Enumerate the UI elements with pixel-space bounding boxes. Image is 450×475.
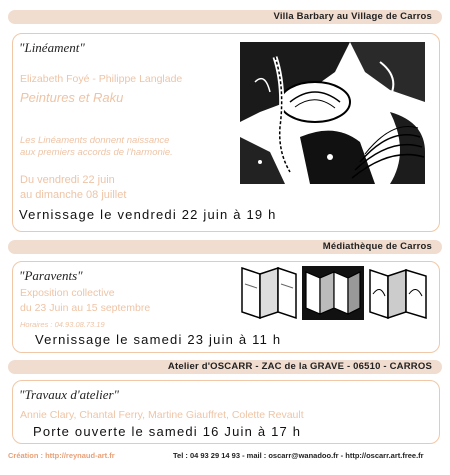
footer-contact: Tel : 04 93 29 14 93 - mail : oscarr@wanadoo.fr - http://oscarr.art.free.fr (173, 451, 424, 460)
artists-names: Elizabeth Foyé - Philippe Langlade (20, 73, 183, 85)
dates-line-2: au dimanche 08 juillet (20, 189, 127, 201)
opening-announcement: Vernissage le vendredi 22 juin à 19 h (19, 207, 277, 222)
artists-names: Annie Clary, Chantal Ferry, Martine Giauffret, Colette Revault (20, 409, 304, 421)
opening-hours: Horaires : 04.93.08.73.19 (20, 320, 105, 329)
description-line-2: aux premiers accords de l'harmonie. (20, 147, 173, 158)
venue-label: Médiathèque de Carros (322, 241, 432, 252)
exhibition-title: "Paravents" (19, 268, 83, 283)
artwork-lineament-image (240, 42, 425, 184)
exhibition-subtitle: Peintures et Raku (20, 90, 124, 105)
exhibition-dates: du 23 Juin au 15 septembre (20, 302, 151, 314)
description-line-1: Les Linéaments donnent naissance (20, 135, 170, 146)
venue-label: Villa Barbary au Village de Carros (273, 11, 432, 22)
opening-announcement: Vernissage le samedi 23 juin à 11 h (35, 332, 282, 347)
exhibition-type: Exposition collective (20, 287, 115, 299)
venue-bar-atelier-oscarr (8, 360, 442, 374)
dates-line-1: Du vendredi 22 juin (20, 174, 115, 186)
venue-bar-mediatheque (8, 240, 442, 254)
venue-label: Atelier d'OSCARR - ZAC de la GRAVE - 06510 - CARROS (167, 361, 432, 372)
artwork-paravents-image (240, 264, 430, 322)
footer-credit-link[interactable]: Création : http://reynaud-art.fr (8, 451, 115, 460)
exhibition-title: "Linéament" (19, 40, 85, 55)
venue-bar-villa-barbary (8, 10, 442, 24)
exhibition-title: "Travaux d'atelier" (19, 387, 119, 402)
exhibition-card-travaux (12, 380, 440, 444)
opening-announcement: Porte ouverte le samedi 16 Juin à 17 h (33, 424, 302, 439)
